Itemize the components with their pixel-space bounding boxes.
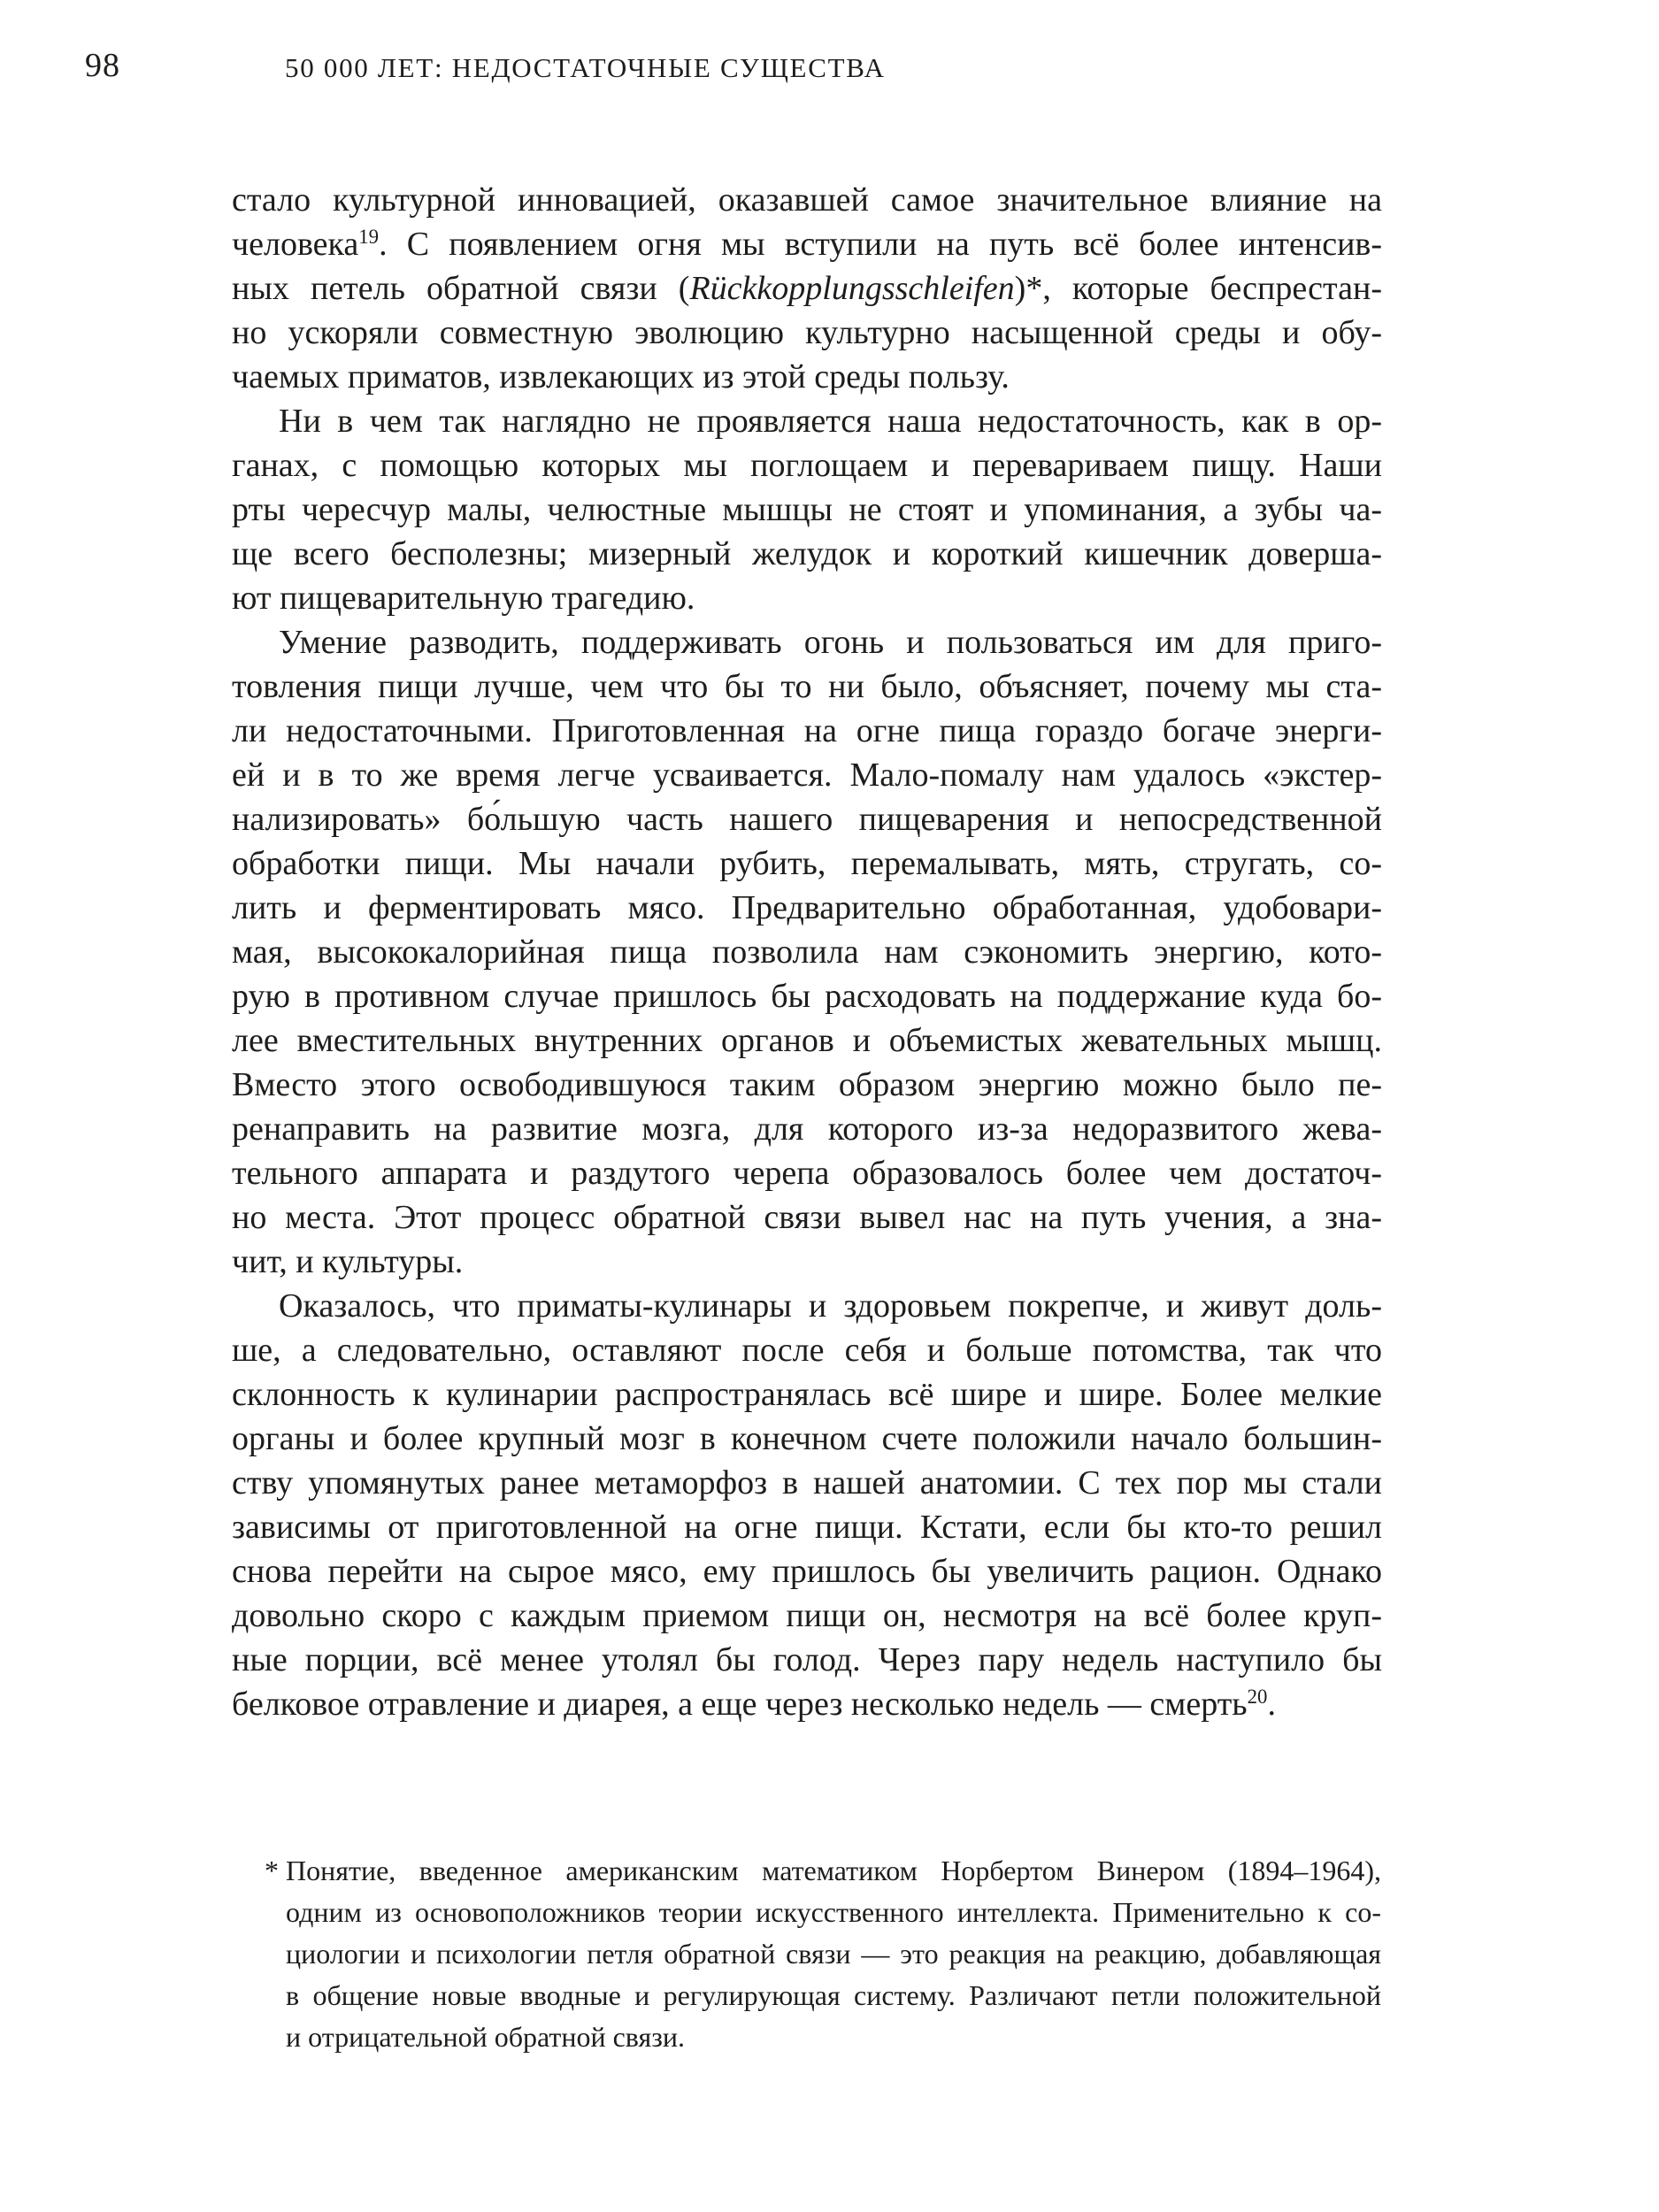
footnote-line: * Понятие, введенное американским математиком Норбертом Винером (1894–1964), [265, 1850, 1381, 1892]
body-line: снова перейти на сырое мясо, ему пришлось бы увеличить рацион. Однако [232, 1553, 1382, 1590]
footnote-line: одним из основоположников теории искусственного интеллекта. Применительно к со- [286, 1896, 1381, 1928]
body-line: склонность к кулинарии распространялась всё шире и шире. Более мелкие [232, 1376, 1382, 1413]
body-line: человека$^{19}$. С появлением огня мы вступили на путь всё более интенсив- [232, 226, 1382, 263]
body-line: чаемых приматов, извлекающих из этой среды пользу. [232, 358, 1010, 396]
body-line: зависимы от приготовленной на огне пищи. Кстати, если бы кто-то решил [232, 1509, 1382, 1546]
footnote-line: циологии и психологии петля обратной связи — это реакция на реакцию, добавляющая [286, 1938, 1381, 1970]
body-line: белковое отравление и диарея, а еще через несколько недель — смерть$^{20}$. [232, 1686, 1276, 1723]
body-line: рты чересчур малы, челюстные мышцы не стоят и упоминания, а зубы ча- [232, 491, 1382, 528]
body-line: стало культурной инновацией, оказавшей самое значительное влияние на [232, 181, 1382, 219]
body-line: нализировать» бо́льшую часть нашего пищеварения и непосредственной [232, 801, 1382, 838]
footnote-marker: * [265, 1855, 279, 1886]
body-line: ных петель обратной связи (Rückkopplungsschleifen)*, которые беспрестан- [232, 270, 1382, 307]
body-line: ей и в то же время легче усваивается. Мало-помалу нам удалось «экстер- [232, 757, 1382, 794]
body-line: обработки пищи. Мы начали рубить, перемалывать, мять, стругать, со- [232, 845, 1382, 882]
note-ref: 20 [1247, 1686, 1268, 1709]
body-line: ще всего бесполезны; мизерный желудок и короткий кишечник доверша- [232, 535, 1382, 572]
body-line: ют пищеварительную трагедию. [232, 580, 695, 617]
body-text [232, 178, 1382, 1726]
footnote [265, 1850, 1381, 2058]
body-line: рую в противном случае пришлось бы расходовать на поддержание куда бо- [232, 978, 1382, 1015]
page-number: 98 [85, 47, 120, 84]
body-line: тельного аппарата и раздутого черепа образовалось более чем достаточ- [232, 1155, 1382, 1192]
body-line: товления пищи лучше, чем что бы то ни было, объясняет, почему мы ста- [232, 668, 1382, 705]
body-line: Ни в чем так наглядно не проявляется наша недостаточность, как в ор- [279, 403, 1382, 440]
body-line: ли недостаточными. Приготовленная на огне пища гораздо богаче энерги- [232, 712, 1382, 749]
body-line: Умение разводить, поддерживать огонь и пользоваться им для приго- [279, 624, 1382, 661]
body-line: ству упомянутых ранее метаморфоз в нашей анатомии. С тех пор мы стали [232, 1464, 1382, 1502]
body-line: ренаправить на развитие мозга, для которого из-за недоразвитого жева- [232, 1110, 1382, 1148]
note-ref: 19 [358, 226, 380, 249]
body-line: органы и более крупный мозг в конечном счете положили начало большин- [232, 1420, 1382, 1457]
footnote-line: в общение новые вводные и регулирующая систему. Различают петли положительной [286, 1979, 1381, 2011]
body-line: чит, и культуры. [232, 1243, 464, 1280]
body-line: ше, а следовательно, оставляют после себя и больше потомства, так что [232, 1332, 1382, 1369]
body-line: но ускоряли совместную эволюцию культурно насыщенной среды и обу- [232, 314, 1382, 351]
body-line: лее вместительных внутренних органов и объемистых жевательных мышц. [232, 1022, 1382, 1059]
footnote-line: и отрицательной обратной связи. [286, 2021, 685, 2053]
body-line: ные порции, всё менее утолял бы голод. Через пару недель наступило бы [232, 1641, 1382, 1678]
page-header [0, 44, 1659, 88]
body-line: довольно скоро с каждым приемом пищи он, несмотря на всё более круп- [232, 1597, 1382, 1634]
foreign-term: Rückkopplungsschleifen [689, 270, 1015, 307]
body-line: Оказалось, что приматы-кулинары и здоровьем покрепче, и живут доль- [279, 1287, 1382, 1325]
body-line: мая, высококалорийная пища позволила нам сэкономить энергию, кото- [232, 933, 1382, 971]
running-head: 50 000 ЛЕТ: НЕДОСТАТОЧНЫЕ СУЩЕСТВА [285, 52, 886, 83]
body-line: но места. Этот процесс обратной связи вывел нас на путь учения, а зна- [232, 1199, 1382, 1236]
body-line: Вместо этого освободившуюся таким образом энергию можно было пе- [232, 1066, 1382, 1103]
body-line: лить и ферментировать мясо. Предварительно обработанная, удобовари- [232, 889, 1382, 926]
body-line: ганах, с помощью которых мы поглощаем и перевариваем пищу. Наши [232, 447, 1382, 484]
